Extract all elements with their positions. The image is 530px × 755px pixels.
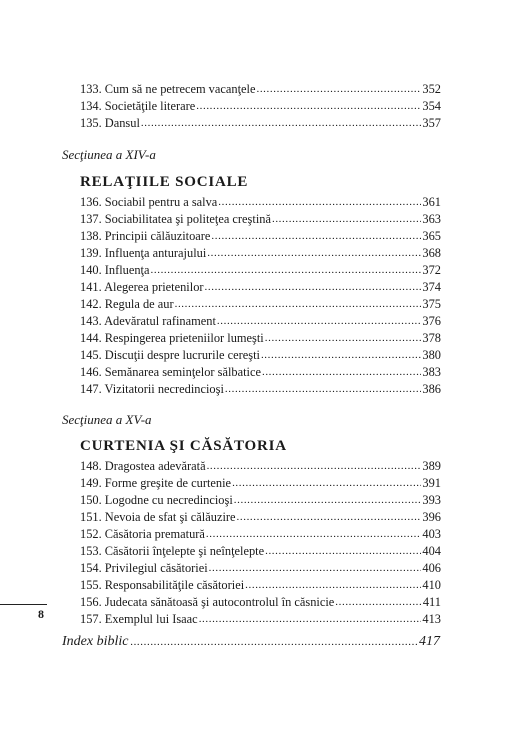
toc-entry [80, 347, 441, 363]
toc-leader [262, 364, 421, 380]
toc-leader [256, 81, 421, 97]
toc-entry [80, 509, 441, 525]
toc-entry [80, 330, 441, 346]
section-label: Secţiunea a XV-a [62, 412, 152, 427]
toc-entry-title: 133. Cum să ne petrecem vacanţele [80, 82, 256, 96]
toc-entry [80, 228, 441, 244]
toc-leader [245, 577, 421, 593]
toc-leader [272, 211, 421, 227]
toc-entry-page: 410 [422, 578, 441, 592]
toc-entry-page: 363 [422, 212, 441, 226]
toc-entry-page: 352 [422, 82, 441, 96]
toc-leader [206, 526, 422, 542]
toc-entry [80, 313, 441, 329]
toc-entry-page: 378 [422, 331, 441, 345]
toc-entry-title: 148. Dragostea adevărată [80, 459, 206, 473]
toc-entry-title: 139. Influenţa anturajului [80, 246, 207, 260]
section-label: Secţiunea a XIV-a [62, 147, 156, 162]
toc-entry-page: 380 [422, 348, 441, 362]
toc-leader [335, 594, 422, 610]
toc-entry [80, 262, 441, 278]
toc-entry-title: 150. Logodne cu necredincioşi [80, 493, 233, 507]
toc-entry-title: 147. Vizitatorii necredincioşi [80, 382, 224, 396]
toc-entry-page: 354 [422, 99, 441, 113]
toc-leader [265, 543, 421, 559]
toc-entry-title: 146. Semănarea seminţelor sălbatice [80, 365, 261, 379]
toc-entry [80, 611, 441, 627]
toc-entry-title: 142. Regula de aur [80, 297, 174, 311]
toc-entry [80, 245, 441, 261]
toc-entry-title: 138. Principii călăuzitoare [80, 229, 211, 243]
toc-entry [80, 560, 441, 576]
toc-entry-page: 391 [422, 476, 441, 490]
page-number: 8 [38, 607, 44, 621]
toc-entry-title: 155. Responsabilităţile căsătoriei [80, 578, 245, 592]
toc-leader [205, 279, 422, 295]
toc-entry-title: 134. Societăţile literare [80, 99, 196, 113]
toc-entry-page: 376 [422, 314, 441, 328]
toc-entry-title: 154. Privilegiul căsătoriei [80, 561, 208, 575]
toc-leader [207, 245, 421, 261]
toc-entry-page: 406 [422, 561, 441, 575]
toc-entry [80, 475, 441, 491]
toc-entry-title: 156. Judecata sănătoasă şi autocontrolul în căsnicie [80, 595, 335, 609]
toc-leader [196, 98, 421, 114]
toc-entry [80, 381, 441, 397]
toc-leader [234, 492, 422, 508]
toc-leader [261, 347, 421, 363]
toc-entry-page: 361 [422, 195, 441, 209]
toc-entry-page: 393 [422, 493, 441, 507]
toc-entry-page: 368 [422, 246, 441, 260]
toc-entry-page: 386 [422, 382, 441, 396]
page-number-rule [0, 604, 47, 605]
index-page: 417 [419, 634, 440, 649]
toc-entry [80, 492, 441, 508]
section-heading: CURTENIA ŞI CĂSĂTORIA [80, 438, 287, 454]
toc-entry-title: 153. Căsătorii înţelepte şi neînţelepte [80, 544, 265, 558]
toc-leader [218, 194, 421, 210]
toc-entry-title: 157. Exemplul lui Isaac [80, 612, 198, 626]
toc-entry [80, 458, 441, 474]
toc-entry-page: 372 [422, 263, 441, 277]
toc-entry [80, 98, 441, 114]
toc-leader [232, 475, 421, 491]
toc-leader [225, 381, 422, 397]
toc-entry-page: 403 [422, 527, 441, 541]
toc-entry [80, 81, 441, 97]
toc-entry-title: 145. Discuţii despre lucrurile cereşti [80, 348, 260, 362]
toc-entry-page: 413 [422, 612, 441, 626]
toc-leader [130, 633, 417, 651]
toc-entry [80, 526, 441, 542]
toc-entry-page: 396 [422, 510, 441, 524]
toc-entry-page: 357 [422, 116, 441, 130]
toc-entry-title: 151. Nevoia de sfat şi călăuzire [80, 510, 236, 524]
toc-entry-title: 140. Influenţa [80, 263, 150, 277]
toc-leader [237, 509, 422, 525]
toc-entry [80, 364, 441, 380]
toc-leader [141, 115, 422, 131]
toc-entry-title: 152. Căsătoria prematură [80, 527, 205, 541]
toc-entry-title: 149. Forme greşite de curtenie [80, 476, 232, 490]
toc-entry [80, 543, 441, 559]
toc-entry-title: 144. Respingerea prieteniilor lumeşti [80, 331, 264, 345]
section-heading: RELAŢIILE SOCIALE [80, 174, 249, 190]
toc-entry-page: 411 [422, 595, 441, 609]
toc-entry [80, 296, 441, 312]
toc-leader [151, 262, 422, 278]
toc-entry [80, 577, 441, 593]
toc-entry [80, 594, 441, 610]
toc-entry-title: 141. Alegerea prietenilor [80, 280, 204, 294]
toc-entry-page: 389 [422, 459, 441, 473]
toc-leader [211, 228, 421, 244]
toc-leader [217, 313, 422, 329]
toc-entry-page: 374 [422, 280, 441, 294]
toc-entry-page: 365 [422, 229, 441, 243]
toc-leader [265, 330, 422, 346]
index-entry [62, 633, 440, 651]
toc-entry-title: 137. Sociabilitatea şi politeţea creştină [80, 212, 271, 226]
index-title: Index biblic [62, 634, 129, 649]
toc-leader [175, 296, 422, 312]
toc-entry-page: 375 [422, 297, 441, 311]
toc-leader [209, 560, 422, 576]
toc-entry-page: 404 [422, 544, 441, 558]
toc-entry [80, 279, 441, 295]
toc-entry [80, 211, 441, 227]
toc-entry-title: 143. Adevăratul rafinament [80, 314, 216, 328]
toc-entry-title: 135. Dansul [80, 116, 140, 130]
toc-leader [207, 458, 422, 474]
toc-entry-title: 136. Sociabil pentru a salva [80, 195, 218, 209]
toc-entry [80, 115, 441, 131]
toc-entry [80, 194, 441, 210]
toc-leader [199, 611, 422, 627]
toc-entry-page: 383 [422, 365, 441, 379]
